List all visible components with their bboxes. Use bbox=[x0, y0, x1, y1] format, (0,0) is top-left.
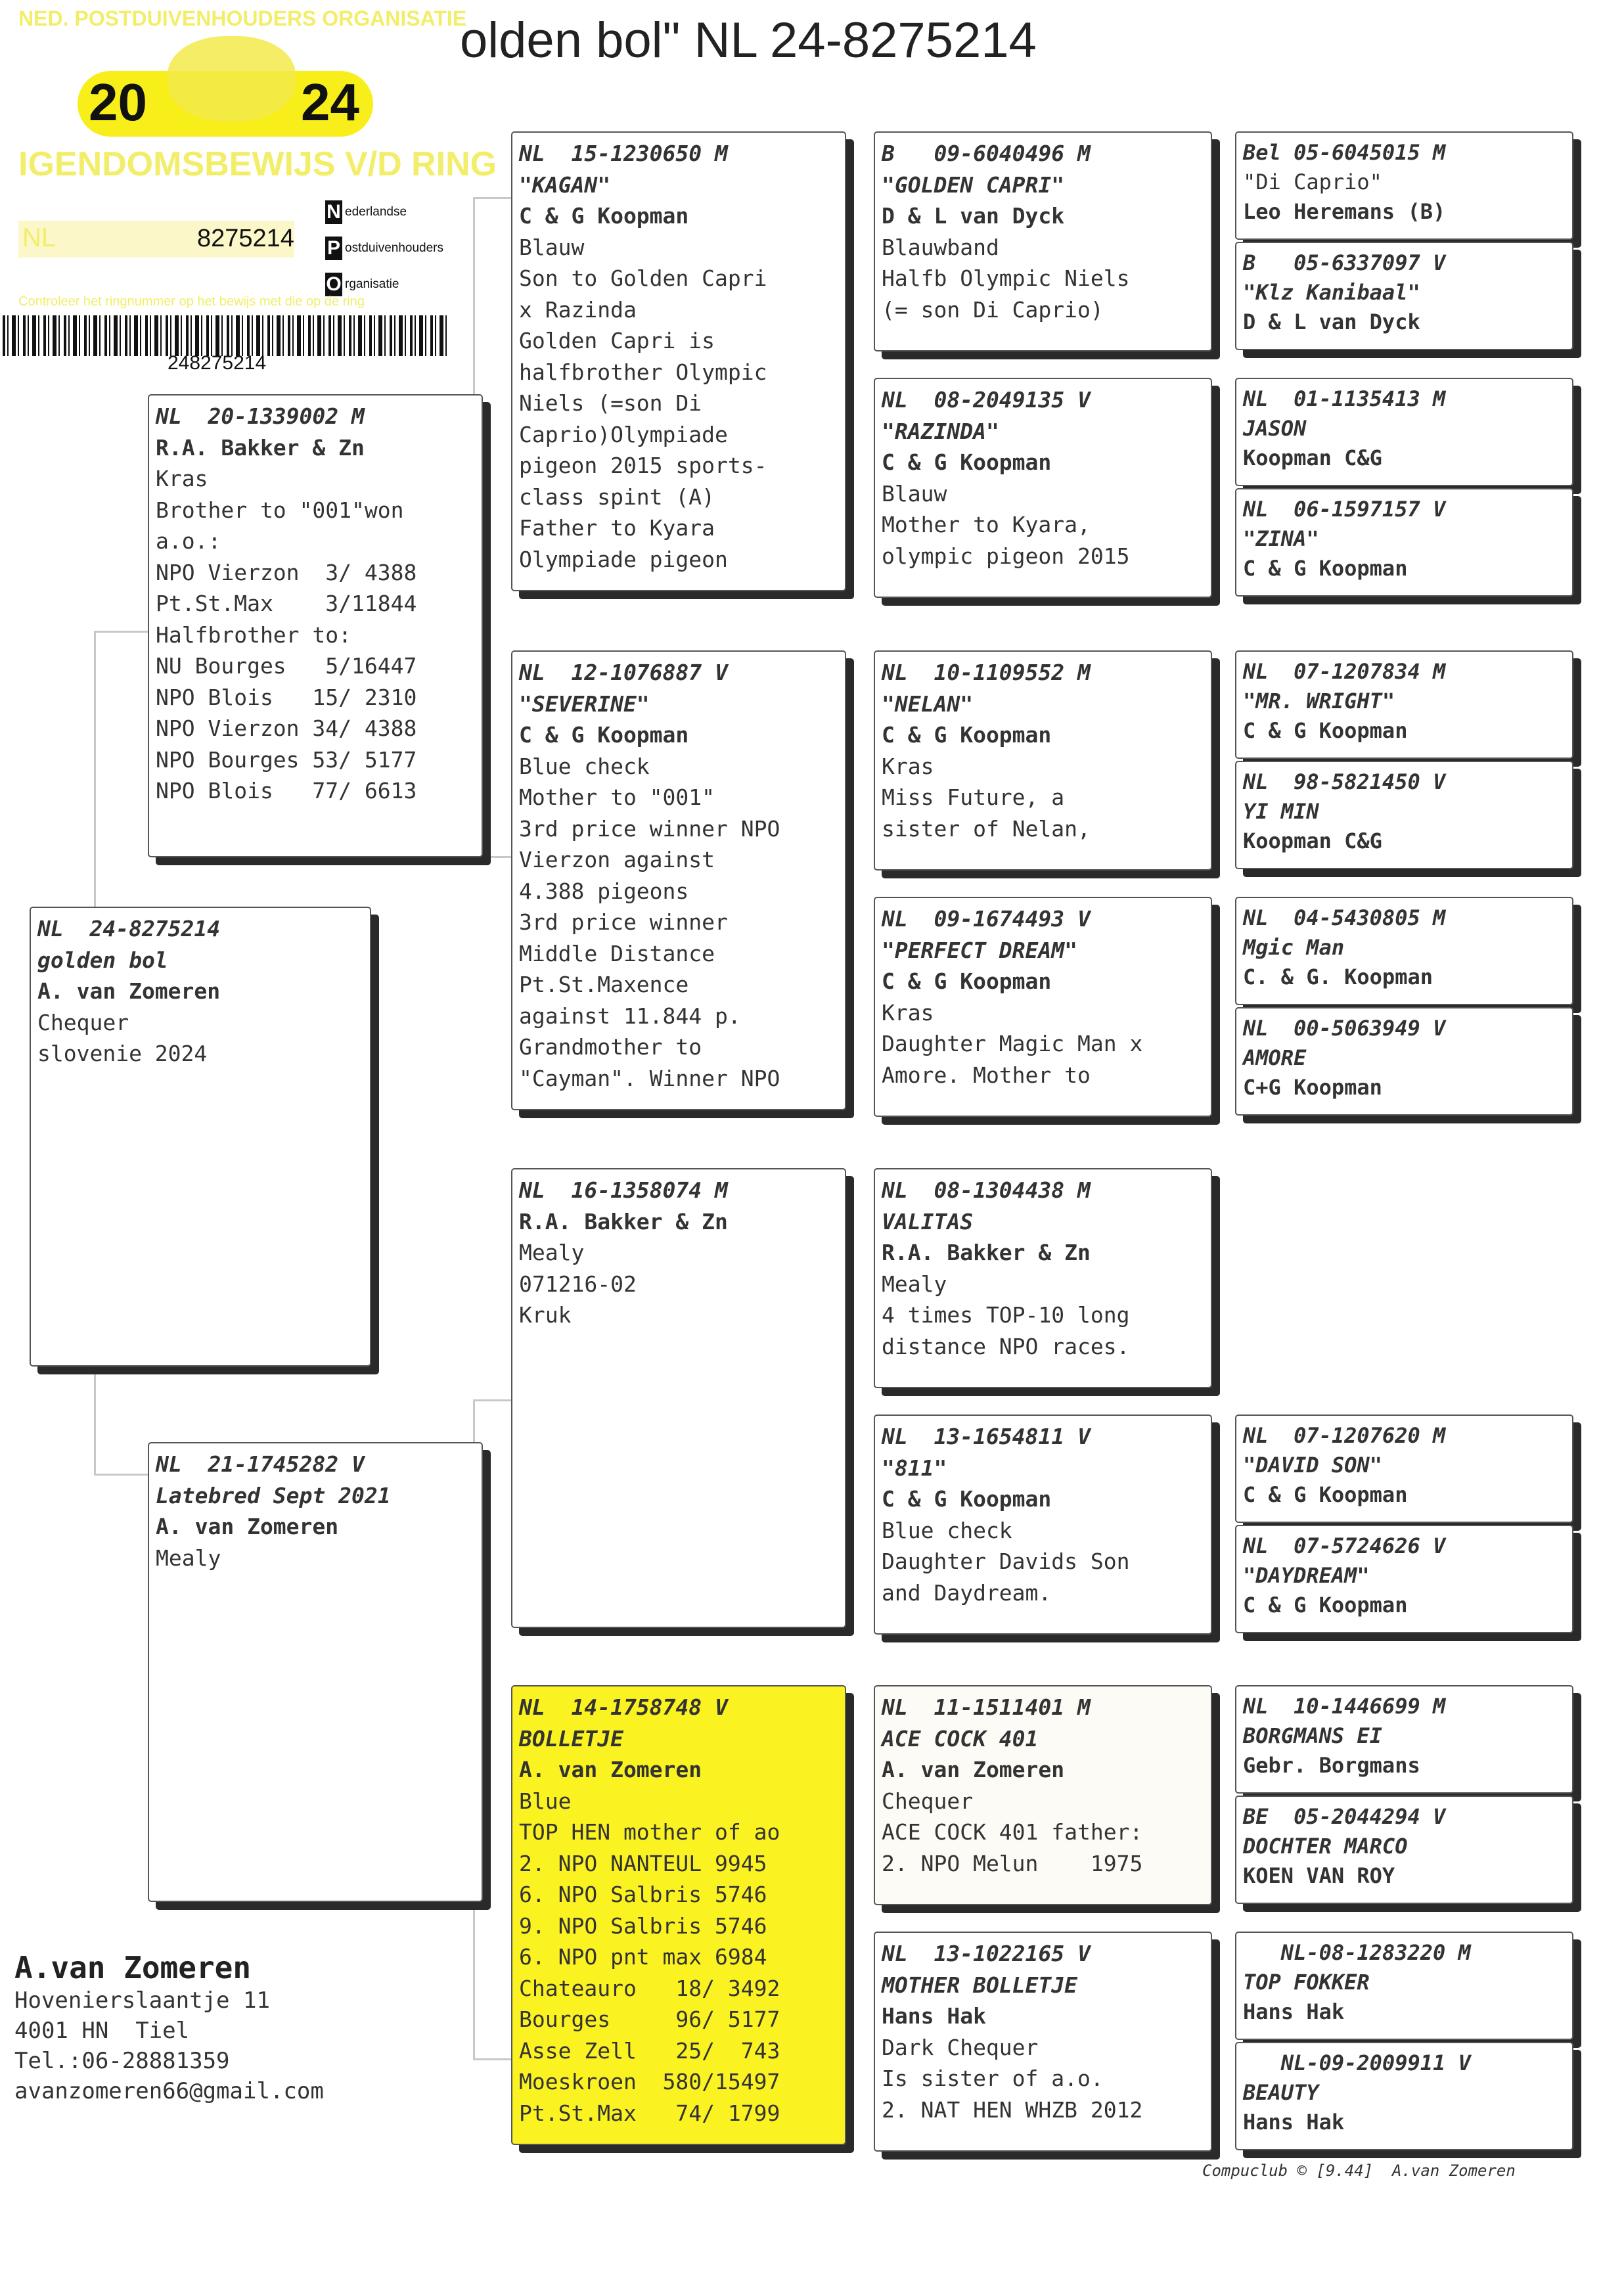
owner-name: C & G Koopman bbox=[882, 449, 1052, 475]
ring-number: NL 07-1207620 M bbox=[1243, 1423, 1446, 1448]
pigeon-name: "DAYDREAM" bbox=[1243, 1563, 1370, 1588]
pedigree-line: 2. NPO NANTEUL 9945 bbox=[519, 1850, 767, 1876]
ring-number: NL 16-1358074 M bbox=[519, 1177, 728, 1203]
ring-number: NL 24-8275214 bbox=[37, 916, 221, 941]
pedigree-card-sd bbox=[511, 650, 846, 1110]
ring-number: Bel 05-6045015 M bbox=[1243, 140, 1446, 165]
owner-name: Gebr. Borgmans bbox=[1243, 1753, 1420, 1778]
pedigree-line: NPO Vierzon 3/ 4388 bbox=[156, 559, 417, 585]
pedigree-line: Grandmother to bbox=[519, 1034, 702, 1060]
pedigree-card-dd bbox=[511, 1685, 846, 2145]
breeder-email: avanzomeren66@gmail.com bbox=[14, 2078, 324, 2104]
pedigree-line: a.o.: bbox=[156, 528, 221, 554]
owner-name: KOEN VAN ROY bbox=[1243, 1863, 1395, 1888]
owner-name: Hans Hak bbox=[882, 2003, 986, 2029]
ring-number: NL 11-1511401 M bbox=[882, 1694, 1091, 1720]
pedigree-card-sdsd bbox=[1235, 761, 1573, 869]
pedigree-line: distance NPO races. bbox=[882, 1333, 1130, 1359]
ring-number: BE 05-2044294 V bbox=[1243, 1804, 1446, 1829]
pedigree-line: Blauw bbox=[519, 234, 585, 260]
pigeon-name: ACE COCK 401 bbox=[882, 1725, 1039, 1752]
breeder-name: A.van Zomeren bbox=[14, 1950, 252, 1985]
pedigree-line: Amore. Mother to bbox=[882, 1062, 1091, 1088]
pigeon-name: "811" bbox=[882, 1455, 947, 1481]
certificate-year-left: 20 bbox=[89, 73, 147, 131]
ring-number: NL 20-1339002 M bbox=[156, 403, 365, 429]
pedigree-line: NU Bourges 5/16447 bbox=[156, 653, 417, 679]
pedigree-line: 6. NPO pnt max 6984 bbox=[519, 1944, 767, 1970]
owner-name: C+G Koopman bbox=[1243, 1075, 1382, 1100]
pedigree-line: ACE COCK 401 father: bbox=[882, 1819, 1143, 1845]
pedigree-card-ssdd bbox=[1235, 488, 1573, 597]
pigeon-name: "Klz Kanibaal" bbox=[1243, 280, 1420, 305]
ring-number: NL 04-5430805 M bbox=[1243, 905, 1446, 930]
pedigree-line: Pt.St.Maxence bbox=[519, 972, 689, 997]
owner-name: C & G Koopman bbox=[519, 203, 689, 229]
pedigree-line: pigeon 2015 sports- bbox=[519, 453, 767, 478]
owner-name: Leo Heremans (B) bbox=[1243, 199, 1446, 224]
breeder-city: 4001 HN Tiel bbox=[14, 2018, 190, 2044]
ring-number: NL 08-2049135 V bbox=[882, 387, 1091, 413]
owner-name: C & G Koopman bbox=[1243, 718, 1408, 743]
owner-name: A. van Zomeren bbox=[37, 978, 221, 1004]
pedigree-line: Is sister of a.o. bbox=[882, 2066, 1104, 2091]
owner-name: R.A. Bakker & Zn bbox=[519, 1208, 728, 1234]
pedigree-line: against 11.844 p. bbox=[519, 1003, 741, 1029]
owner-name: Hans Hak bbox=[1243, 2110, 1345, 2135]
pedigree-line: NPO Vierzon 34/ 4388 bbox=[156, 715, 417, 741]
pedigree-card-sssd bbox=[1235, 242, 1573, 350]
pedigree-card-sss bbox=[874, 131, 1212, 351]
owner-name: A. van Zomeren bbox=[519, 1757, 702, 1782]
pedigree-line: Vierzon against bbox=[519, 847, 715, 872]
pedigree-card-ddd bbox=[874, 1932, 1212, 2152]
pedigree-line: x Razinda bbox=[519, 296, 637, 323]
pedigree-line: Asse Zell 25/ 743 bbox=[519, 2037, 780, 2064]
pedigree-card-dsds bbox=[1235, 1414, 1573, 1523]
owner-name: C & G Koopman bbox=[882, 968, 1052, 994]
pigeon-name: golden bol bbox=[37, 947, 168, 973]
npo-logo-line: rganisatie bbox=[345, 277, 399, 291]
pedigree-line: 3rd price winner bbox=[519, 909, 728, 935]
pedigree-line: Golden Capri is bbox=[519, 328, 715, 353]
ring-number: NL 07-5724626 V bbox=[1243, 1533, 1446, 1558]
owner-name: C. & G. Koopman bbox=[1243, 964, 1433, 989]
owner-name: C & G Koopman bbox=[1243, 556, 1408, 581]
pedigree-line: slovenie 2024 bbox=[37, 1041, 208, 1066]
pedigree-card-ssss bbox=[1235, 131, 1573, 240]
pigeon-name: "SEVERINE" bbox=[519, 690, 650, 717]
pedigree-card-sire bbox=[148, 394, 483, 857]
owner-name: Hans Hak bbox=[1243, 1999, 1345, 2024]
pedigree-line: Blue bbox=[519, 1788, 572, 1814]
pedigree-card-dam bbox=[148, 1442, 483, 1902]
pedigree-line: Brother to "001"won bbox=[156, 497, 404, 523]
pedigree-line: Father to Kyara bbox=[519, 515, 715, 541]
pigeon-name: "KAGAN" bbox=[519, 171, 611, 198]
ring-number: B 05-6337097 V bbox=[1243, 250, 1446, 275]
ring-number: NL-09-2009911 V bbox=[1243, 2050, 1471, 2075]
pedigree-line: Caprio)Olympiade bbox=[519, 421, 728, 447]
owner-name: D & L van Dyck bbox=[1243, 309, 1420, 334]
pedigree-card-dddd bbox=[1235, 2042, 1573, 2150]
pedigree-line: Kruk bbox=[519, 1302, 572, 1328]
pedigree-line: Bourges 96/ 5177 bbox=[519, 2006, 780, 2032]
pedigree-card-sdss bbox=[1235, 650, 1573, 759]
pedigree-line: (= son Di Caprio) bbox=[882, 296, 1104, 323]
pedigree-line: 3rd price winner NPO bbox=[519, 815, 780, 842]
owner-name: D & L van Dyck bbox=[882, 203, 1065, 229]
pedigree-line: Mealy bbox=[519, 1240, 585, 1265]
pedigree-line: 4.388 pigeons bbox=[519, 878, 689, 904]
breeder-address bbox=[14, 1950, 324, 2106]
pedigree-line: NPO Blois 15/ 2310 bbox=[156, 684, 417, 710]
certificate-small-print: Controleer het ringnummer op het bewijs met die op de ring bbox=[18, 294, 365, 309]
ring-number: NL 09-1674493 V bbox=[882, 906, 1091, 932]
pigeon-name: BOLLETJE bbox=[519, 1725, 623, 1752]
certificate-country: NL bbox=[22, 223, 56, 252]
pedigree-card-ds bbox=[511, 1168, 846, 1628]
pedigree-line: Halfb Olympic Niels bbox=[882, 265, 1130, 291]
pedigree-line: Daughter Davids Son bbox=[882, 1549, 1130, 1574]
npo-logo-line: ederlandse bbox=[345, 205, 407, 219]
pedigree-line: "Cayman". Winner NPO bbox=[519, 1065, 780, 1091]
pedigree-line: class spint (A) bbox=[519, 484, 715, 510]
pedigree-line: olympic pigeon 2015 bbox=[882, 543, 1130, 569]
pedigree-line: 071216-02 bbox=[519, 1271, 637, 1297]
pedigree-card-sds bbox=[874, 650, 1212, 871]
owner-name: C & G Koopman bbox=[882, 1486, 1052, 1512]
pedigree-line: Olympiade pigeon bbox=[519, 546, 728, 572]
pedigree-line: 9. NPO Salbris 5746 bbox=[519, 1912, 767, 1939]
pedigree-line: Mother to "001" bbox=[519, 784, 715, 810]
pigeon-name: AMORE bbox=[1243, 1045, 1307, 1070]
npo-logo bbox=[325, 194, 457, 302]
pigeon-name: "ZINA" bbox=[1243, 526, 1319, 551]
ring-number: NL 01-1135413 M bbox=[1243, 386, 1446, 411]
pedigree-line: Pt.St.Max 3/11844 bbox=[156, 591, 417, 616]
pedigree-card-ddss bbox=[1235, 1685, 1573, 1794]
owner-name: C & G Koopman bbox=[1243, 1482, 1408, 1507]
owner-name: A. van Zomeren bbox=[882, 1757, 1065, 1782]
npo-letter: O bbox=[326, 273, 342, 295]
owner-name: Koopman C&G bbox=[1243, 828, 1382, 853]
pigeon-name: "PERFECT DREAM" bbox=[882, 937, 1078, 963]
pedigree-line: Kras bbox=[156, 466, 208, 491]
pedigree-line: 2. NAT HEN WHZB 2012 bbox=[882, 2096, 1143, 2123]
pedigree-card-ddsd bbox=[1235, 1796, 1573, 1904]
owner-name: C & G Koopman bbox=[1243, 1593, 1408, 1618]
pedigree-line: Blauw bbox=[882, 480, 947, 507]
pedigree-card-ssds bbox=[1235, 378, 1573, 486]
pedigree-line: Miss Future, a bbox=[882, 784, 1065, 810]
certificate-organisation: NED. POSTDUIVENHOUDERS ORGANISATIE bbox=[18, 7, 467, 30]
pedigree-line: Blue check bbox=[882, 1517, 1012, 1543]
pedigree-card-ss bbox=[511, 131, 846, 591]
pedigree-line: Pt.St.Max 74/ 1799 bbox=[519, 2100, 780, 2126]
pedigree-line: Chequer bbox=[37, 1009, 129, 1035]
npo-logo-line: ostduivenhouders bbox=[345, 241, 443, 255]
pedigree-line: Middle Distance bbox=[519, 940, 715, 966]
pedigree-line: Kras bbox=[882, 999, 934, 1026]
breeder-street: Hovenierslaantje 11 bbox=[14, 1987, 270, 2014]
lion-emblem-icon bbox=[168, 36, 296, 122]
certificate-year-right: 24 bbox=[301, 73, 359, 131]
pedigree-card-sdd bbox=[874, 897, 1212, 1117]
pedigree-line: Daughter Magic Man x bbox=[882, 1031, 1143, 1056]
certificate-banner: IGENDOMSBEWIJS V/D RING bbox=[18, 145, 497, 183]
pedigree-line: and Daydream. bbox=[882, 1579, 1052, 1606]
barcode-number: 248275214 bbox=[168, 352, 267, 374]
pigeon-name: "GOLDEN CAPRI" bbox=[882, 171, 1065, 198]
ring-certificate bbox=[0, 0, 497, 381]
pigeon-name: YI MIN bbox=[1243, 799, 1319, 824]
pedigree-line: NPO Blois 77/ 6613 bbox=[156, 778, 417, 803]
pedigree-line: 2. NPO Melun 1975 bbox=[882, 1850, 1143, 1876]
pedigree-line: halfbrother Olympic bbox=[519, 359, 767, 385]
owner-name: R.A. Bakker & Zn bbox=[156, 434, 365, 461]
pedigree-line: 6. NPO Salbris 5746 bbox=[519, 1882, 767, 1907]
footer-credit: Compuclub © [9.44] A.van Zomeren bbox=[1202, 2161, 1516, 2180]
pedigree-line: TOP HEN mother of ao bbox=[519, 1819, 780, 1845]
pedigree-line: Halfbrother to: bbox=[156, 622, 352, 648]
pedigree-line: Moeskroen 580/15497 bbox=[519, 2069, 780, 2094]
ring-number: NL 13-1654811 V bbox=[882, 1424, 1091, 1449]
breeder-phone: Tel.:06-28881359 bbox=[14, 2048, 230, 2074]
pedigree-line: Mother to Kyara, bbox=[882, 512, 1091, 537]
ring-number: NL 08-1304438 M bbox=[882, 1177, 1091, 1203]
owner-name: C & G Koopman bbox=[519, 722, 689, 748]
ring-number: NL 10-1109552 M bbox=[882, 660, 1091, 685]
ring-number: NL 98-5821450 V bbox=[1243, 769, 1446, 794]
pigeon-name: Latebred Sept 2021 bbox=[156, 1482, 391, 1508]
pigeon-name: "NELAN" bbox=[882, 690, 974, 717]
ring-number: NL-08-1283220 M bbox=[1243, 1940, 1471, 1965]
owner-name: Koopman C&G bbox=[1243, 445, 1382, 470]
pedigree-line: Niels (=son Di bbox=[519, 390, 702, 416]
ring-number: NL 07-1207834 M bbox=[1243, 659, 1446, 684]
pedigree-line: NPO Bourges 53/ 5177 bbox=[156, 746, 417, 773]
pedigree-line: Mealy bbox=[156, 1545, 221, 1571]
pigeon-name: MOTHER BOLLETJE bbox=[882, 1972, 1078, 1998]
pedigree-card-dss bbox=[874, 1168, 1212, 1388]
pedigree-card-sdds bbox=[1235, 897, 1573, 1005]
pigeon-name: TOP FOKKER bbox=[1243, 1970, 1370, 1995]
owner-name: A. van Zomeren bbox=[156, 1514, 339, 1539]
pigeon-name: JASON bbox=[1243, 416, 1307, 441]
ring-number: B 09-6040496 M bbox=[882, 141, 1091, 166]
pedigree-line: Dark Chequer bbox=[882, 2034, 1039, 2060]
npo-letter: N bbox=[325, 200, 342, 224]
page-title: olden bol" NL 24-8275214 bbox=[460, 12, 1037, 68]
ring-number: NL 14-1758748 V bbox=[519, 1694, 728, 1720]
pedigree-card-sddd bbox=[1235, 1007, 1573, 1116]
certificate-ring-number: 8275214 bbox=[197, 225, 294, 252]
npo-letter: P bbox=[325, 237, 342, 260]
ring-number: NL 12-1076887 V bbox=[519, 660, 728, 685]
pigeon-name: "MR. WRIGHT" bbox=[1243, 689, 1395, 713]
pedigree-line: Blue check bbox=[519, 753, 650, 779]
pedigree-line: Chequer bbox=[882, 1788, 974, 1814]
pedigree-line: Blauwband bbox=[882, 234, 999, 260]
pigeon-name: DOCHTER MARCO bbox=[1243, 1834, 1408, 1859]
owner-name: C & G Koopman bbox=[882, 722, 1052, 748]
pigeon-name: BEAUTY bbox=[1243, 2080, 1319, 2105]
pedigree-line: Son to Golden Capri bbox=[519, 265, 767, 291]
pedigree-line: 4 times TOP-10 long bbox=[882, 1302, 1130, 1328]
pedigree-line: Chateauro 18/ 3492 bbox=[519, 1975, 780, 2001]
pedigree-line: sister of Nelan, bbox=[882, 815, 1091, 842]
pedigree-card-dsd bbox=[874, 1414, 1212, 1635]
pedigree-card-ssd bbox=[874, 378, 1212, 598]
pedigree-card-ddds bbox=[1235, 1932, 1573, 2040]
pigeon-name: VALITAS bbox=[882, 1208, 974, 1234]
ring-number: NL 06-1597157 V bbox=[1243, 497, 1446, 522]
ring-number: NL 15-1230650 M bbox=[519, 141, 728, 166]
pedigree-card-dsdd bbox=[1235, 1525, 1573, 1633]
pedigree-line: Mealy bbox=[882, 1271, 947, 1297]
pedigree-line: Kras bbox=[882, 753, 934, 779]
ring-number: NL 10-1446699 M bbox=[1243, 1694, 1446, 1719]
owner-name: R.A. Bakker & Zn bbox=[882, 1240, 1091, 1265]
pedigree-card-dds bbox=[874, 1685, 1212, 1905]
ring-number: NL 13-1022165 V bbox=[882, 1941, 1091, 1966]
pigeon-name: Mgic Man bbox=[1243, 935, 1345, 960]
pigeon-name: "RAZINDA" bbox=[882, 418, 999, 444]
barcode-icon bbox=[3, 315, 449, 356]
pigeon-name: "DAVID SON" bbox=[1243, 1453, 1382, 1478]
ring-number: NL 21-1745282 V bbox=[156, 1451, 365, 1477]
pedigree-card-subject bbox=[30, 907, 371, 1367]
pigeon-name: BORGMANS EI bbox=[1243, 1723, 1382, 1748]
pedigree-line: "Di Caprio" bbox=[1243, 170, 1382, 194]
ring-number: NL 00-5063949 V bbox=[1243, 1016, 1446, 1041]
